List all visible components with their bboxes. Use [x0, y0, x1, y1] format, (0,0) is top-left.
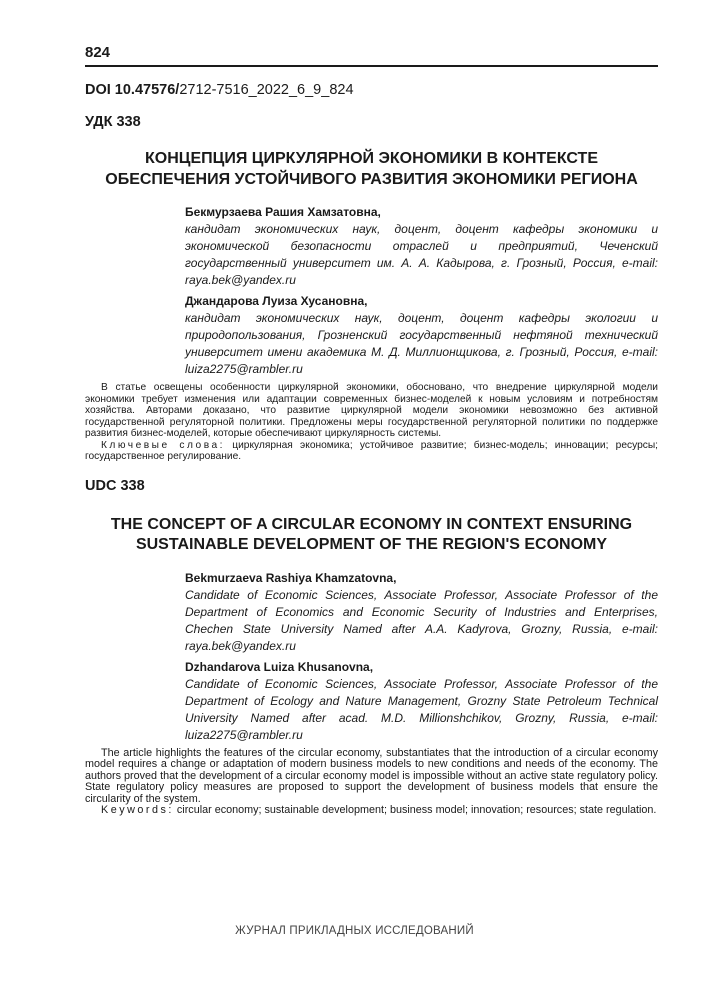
authors-en: [185, 570, 658, 744]
keywords-en: [85, 805, 658, 817]
article-page: [85, 44, 658, 817]
journal-footer: ЖУРНАЛ ПРИКЛАДНЫХ ИССЛЕДОВАНИЙ: [235, 925, 474, 937]
author-affiliation: кандидат экономических наук, доцент, доцент кафедры экологии и природопользования, Грозненский государственный нефтяной технический университет имени академика М. Д. Миллионщикова, г. Грозный, Россия, e-mail: luiza2275@rambler.ru: [185, 311, 658, 376]
author-affiliation: кандидат экономических наук, доцент, доцент кафедры экономики и экономической безопасности отраслей и предприятий, Чеченский государственный университет им. А. А. Кадырова, г. Грозный, Россия, e-mail: raya.bek@yandex.ru: [185, 222, 658, 287]
author-affiliation: Candidate of Economic Sciences, Associate Professor, Associate Professor of the Department of Ecology and Nature Management, Grozny State Petroleum Technical University Named after acad. M.D. Millionshchikov, Grozny, Russia, e-mail: luiza2275@rambler.ru: [185, 676, 658, 742]
author-name: Бекмурзаева Рашия Хамзатовна,: [185, 205, 381, 219]
page-number: 824: [85, 44, 111, 61]
authors-ru: [185, 204, 658, 378]
keywords-list: циркулярная экономика; устойчивое развитие; бизнес-модель; инновации; ресурсы; государственное регулирование.: [85, 439, 658, 462]
header-rule: [85, 65, 658, 67]
doi-value: 2712-7516_2022_6_9_824: [179, 82, 354, 98]
title-en: THE CONCEPT OF A CIRCULAR ECONOMY IN CONTEXT ENSURING SUSTAINABLE DEVELOPMENT OF THE REGION'S ECONOMY: [110, 515, 633, 553]
title-ru: КОНЦЕПЦИЯ ЦИРКУЛЯРНОЙ ЭКОНОМИКИ В КОНТЕКСТЕ ОБЕСПЕЧЕНИЯ УСТОЙЧИВОГО РАЗВИТИЯ ЭКОНОМИКИ РЕГИОНА: [105, 150, 638, 188]
doi-line: [85, 81, 658, 99]
author-name: Bekmurzaeva Rashiya Khamzatovna,: [185, 570, 397, 585]
keywords-label: Keywords:: [101, 804, 174, 816]
keywords-label: Ключевые слова:: [101, 439, 226, 451]
author-ru-1: [185, 204, 658, 289]
udc-en: UDC 338: [85, 477, 145, 494]
abstract-en: The article highlights the features of the circular economy, substantiates that the introduction of a circular economy model requires a change or adaptation of modern business models to new conditions and needs of the economy. The authors proved that the development of a circular economy model is impossible without an active state regulatory policy. State regulatory policy measures are proposed to support the development of business models that ensure the circularity of the system.: [85, 746, 658, 805]
abstract-ru: В статье освещены особенности циркулярной экономики, обосновано, что внедрение циркулярной модели экономики требует изменения или адаптации современных бизнес-моделей к новым условиям и потребностям хозяйства. Авторами доказано, что развитие циркулярной модели экономики невозможно без активной государственной регуляторной политики. Предложены меры государственной регуляторной политики по поддержке развития бизнес-моделей, которые обеспечивают циркулярность системы.: [85, 382, 658, 439]
author-affiliation: Candidate of Economic Sciences, Associate Professor, Associate Professor of the Department of Economics and Economic Security of Industries and Enterprises, Chechen State University Named after A.A. Kadyrova, Grozny, Russia, e-mail: raya.bek@yandex.ru: [185, 587, 658, 653]
author-en-2: [185, 659, 658, 744]
author-name: Dzhandarova Luiza Khusanovna,: [185, 659, 374, 674]
keywords-ru: [85, 440, 658, 463]
doi-label: DOI 10.47576/: [85, 82, 180, 98]
author-ru-2: [185, 293, 658, 378]
keywords-list: circular economy; sustainable development; business model; innovation; resources; state regulation.: [176, 804, 657, 816]
udc-ru: УДК 338: [85, 114, 141, 130]
author-name: Джандарова Луиза Хусановна,: [185, 294, 368, 308]
author-en-1: [185, 570, 658, 655]
